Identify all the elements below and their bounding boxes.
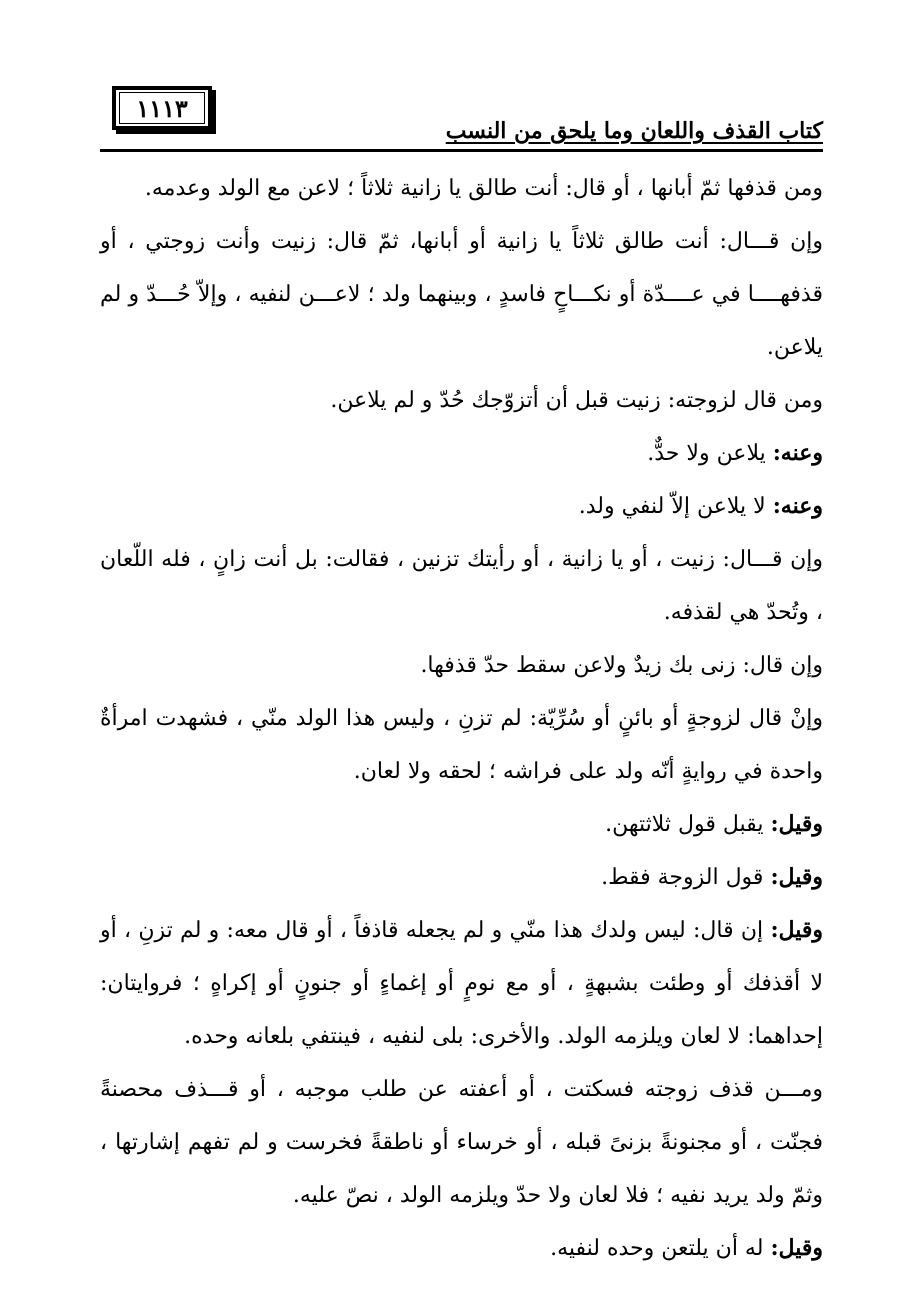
paragraph — [100, 639, 823, 692]
paragraph-lead: وعنه: — [772, 493, 823, 519]
paragraph — [100, 533, 823, 639]
paragraph — [100, 427, 823, 480]
paragraph-text: ومن قال لزوجته: زنيت قبل أن أتزوّجك حُدّ و لم يلاعن. — [330, 388, 823, 413]
paragraph — [100, 162, 823, 215]
paragraph — [100, 1063, 823, 1222]
paragraph-text: وإن قـــال: زنيت ، أو يا زانية ، أو رأيتك تزنين ، فقالت: بل أنت زانٍ ، فله اللّعان ، وتُحدّ هي لقذفه. — [100, 547, 823, 625]
paragraph-text: يقبل قول ثلاثتهن. — [605, 812, 771, 837]
paragraph — [100, 215, 823, 374]
running-header-title: كتاب القذف واللعان وما يلحق من النسب — [445, 118, 823, 144]
paragraph-text: وإنْ قال لزوجةٍ أو بائنٍ أو سُرِّيّة: لم تزنِ ، وليس هذا الولد منّي ، فشهدت امرأةٌ واحدة في روايةٍ أنّه ولد على فراشه ؛ لحقه ولا لعان. — [100, 706, 823, 784]
page-number: ١١١٣ — [119, 92, 205, 124]
paragraph — [100, 1222, 823, 1275]
paragraph-lead: وقيل: — [770, 1235, 823, 1261]
paragraph — [100, 374, 823, 427]
paragraph — [100, 904, 823, 1063]
paragraph-lead: وقيل: — [770, 811, 823, 837]
header-rule — [100, 149, 823, 152]
paragraph-text: يلاعن ولا حدٌّ. — [647, 441, 773, 466]
paragraph-text: ومن قذفها ثمّ أبانها ، أو قال: أنت طالق يا زانية ثلاثاً ؛ لاعن مع الولد وعدمه. — [144, 176, 823, 201]
paragraph — [100, 798, 823, 851]
paragraph-lead: وقيل: — [770, 864, 823, 890]
page-number-box — [112, 86, 212, 130]
body-text — [100, 162, 823, 1275]
paragraph-text: وإن قال: زنى بك زيدٌ ولاعن سقط حدّ قذفها. — [420, 653, 823, 678]
paragraph-text: وإن قـــال: أنت طالق ثلاثاً يا زانية أو أبانها، ثمّ قال: زنيت وأنت زوجتي ، أو قذفهــــا في عــــدّة أو نكـــاحٍ فاسدٍ ، وبينهما ولد ؛ لاعـــن لنفيه ، وإلاّ حُـــدّ و لم يلاعن. — [100, 229, 823, 360]
paragraph-text: إن قال: ليس ولدك هذا منّي و لم يجعله قاذفاً ، أو قال معه: و لم تزنِ ، أو لا أقذفك أو وطئت بشبهةٍ ، أو مع نومٍ أو إغماءٍ أو جنونٍ أو إكراهٍ ؛ فروايتان: إحداهما: لا لعان ويلزمه الولد. والأخرى: بلى لنفيه ، فينتفي بلعانه وحده. — [100, 918, 823, 1049]
paragraph — [100, 851, 823, 904]
paragraph-lead: وعنه: — [772, 440, 823, 466]
paragraph-text: قول الزوجة فقط. — [601, 865, 771, 890]
paragraph-text: لا يلاعن إلاّ لنفي ولد. — [578, 494, 773, 519]
paragraph — [100, 480, 823, 533]
paragraph — [100, 692, 823, 798]
paragraph-lead: وقيل: — [770, 917, 823, 943]
paragraph-text: له أن يلتعن وحده لنفيه. — [550, 1236, 771, 1261]
paragraph-text: ومـــن قذف زوجته فسكتت ، أو أعفته عن طلب موجبه ، أو قـــذف محصنةً فجنّت ، أو مجنونةً بزنىً قبله ، أو خرساء أو ناطقةً فخرست و لم تفهم إشارتها ، وثمّ ولد يريد نفيه ؛ فلا لعان ولا حدّ ويلزمه الولد ، نصّ عليه. — [100, 1077, 823, 1208]
